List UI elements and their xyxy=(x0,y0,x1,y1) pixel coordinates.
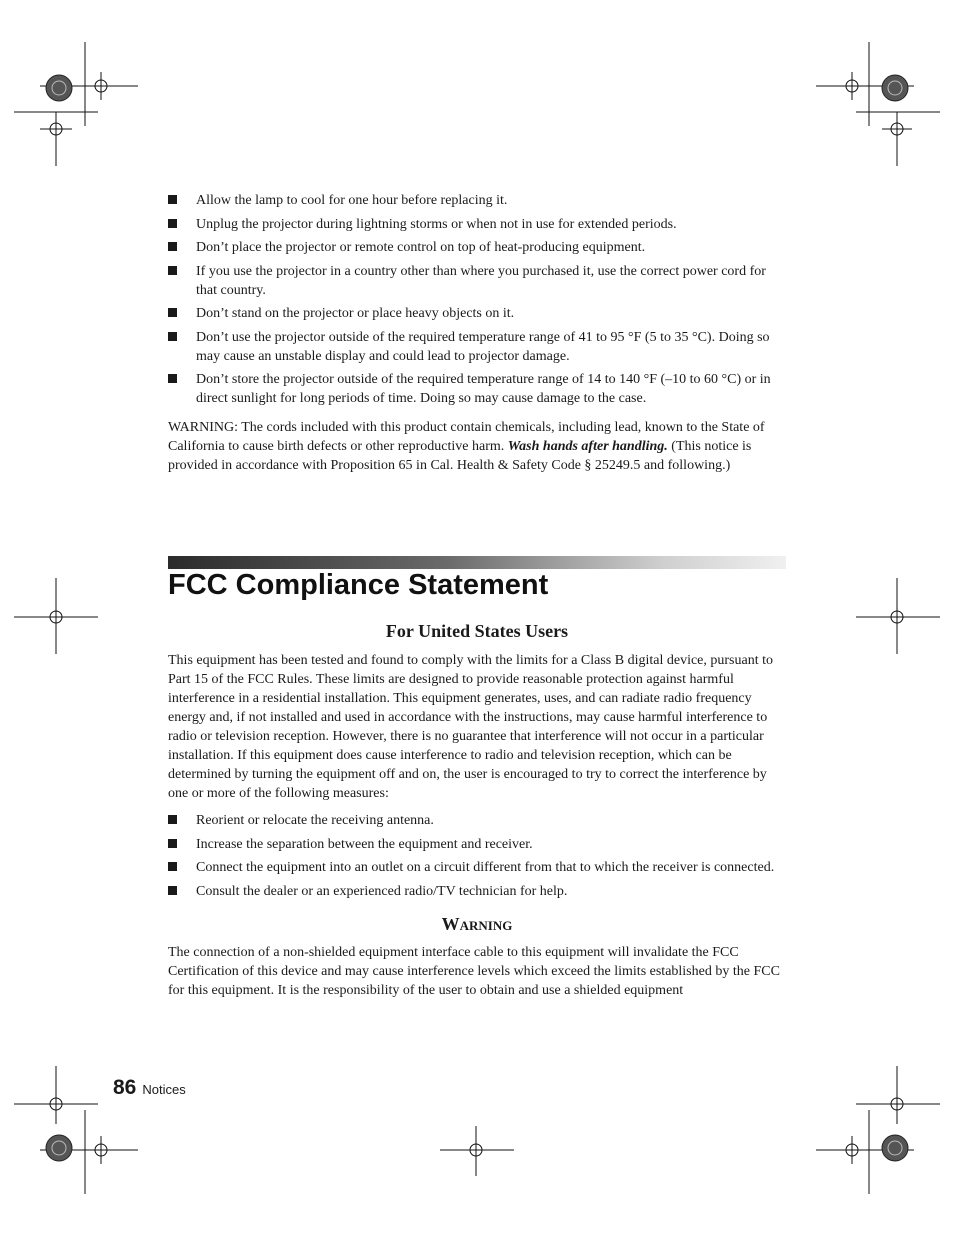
footer-section-label: Notices xyxy=(142,1082,186,1097)
us-paragraph: This equipment has been tested and found to comply with the limits for a Class B digital device, pursuant to Part 15 of the FCC Rules. These limits are designed to provide reasonable protection against harmful interference in a residential installation. This equipment generates, uses, and can radiate radio frequency energy and, if not installed and used in accordance with the instructions, may cause harmful interference to radio or television reception. However, there is no guarantee that interference will not occur in a particular installation. If this equipment does cause interference to radio and television reception, which can be determined by turning the equipment off and on, the user is encouraged to try to correct the interference by one or more of the following measures: xyxy=(168,653,774,801)
warning-label: WARNING: xyxy=(168,420,238,435)
square-bullet-icon xyxy=(168,266,177,275)
square-bullet-icon xyxy=(168,332,177,341)
square-bullet-icon xyxy=(168,219,177,228)
square-bullet-icon xyxy=(168,195,177,204)
list-item: Don’t store the projector outside of the required temperature range of 14 to 140 °F (–10 to 60 °C) or in direct sunlight for long periods of time. Doing so may cause damage to the case. xyxy=(168,370,786,408)
fcc-content xyxy=(168,620,786,1000)
warning-heading: Warning xyxy=(441,913,513,934)
fcc-measures-list xyxy=(168,811,786,901)
list-item: If you use the projector in a country other than where you purchased it, use the correct power cord for that country. xyxy=(168,262,786,300)
square-bullet-icon xyxy=(168,242,177,251)
square-bullet-icon xyxy=(168,815,177,824)
warning-paragraph: The connection of a non-shielded equipment interface cable to this equipment will invalidate the FCC Certification of this device and may cause interference levels which exceed the limits established by the FCC for this equipment. It is the responsibility of the user to obtain and use a shielded equipment xyxy=(168,944,780,998)
list-item: Consult the dealer or an experienced radio/TV technician for help. xyxy=(168,882,786,901)
square-bullet-icon xyxy=(168,308,177,317)
list-item: Don’t stand on the projector or place heavy objects on it. xyxy=(168,304,786,323)
page-number: 86 xyxy=(113,1076,137,1099)
square-bullet-icon xyxy=(168,886,177,895)
prop65-warning: WARNING: The cords included with this product contain chemicals, including lead, known to the State of California to cause birth defects or other reproductive harm. Wash hands after handling. (This notice is provided in accordance with Proposition 65 in Cal. Health & Safety Code § 25249.5 and following.) xyxy=(168,420,765,473)
page-content xyxy=(168,191,786,475)
list-item: Don’t use the projector outside of the required temperature range of 41 to 95 °F (5 to 35 °C). Doing so may cause an unstable display and could lead to projector damage. xyxy=(168,328,786,366)
page-footer xyxy=(113,1076,186,1100)
list-item: Reorient or relocate the receiving antenna. xyxy=(168,811,786,830)
list-item: Unplug the projector during lightning storms or when not in use for extended periods. xyxy=(168,215,786,234)
precautions-list xyxy=(168,191,786,408)
list-item: Connect the equipment into an outlet on a circuit different from that to which the receiver is connected. xyxy=(168,858,786,877)
square-bullet-icon xyxy=(168,862,177,871)
list-item: Allow the lamp to cool for one hour before replacing it. xyxy=(168,191,786,210)
list-item: Don’t place the projector or remote control on top of heat-producing equipment. xyxy=(168,238,786,257)
square-bullet-icon xyxy=(168,374,177,383)
wash-hands-emphasis: Wash hands after handling. xyxy=(507,439,668,454)
us-users-heading: For United States Users xyxy=(385,621,569,641)
list-item: Increase the separation between the equipment and receiver. xyxy=(168,835,786,854)
section-title: FCC Compliance Statement xyxy=(168,569,549,601)
square-bullet-icon xyxy=(168,839,177,848)
